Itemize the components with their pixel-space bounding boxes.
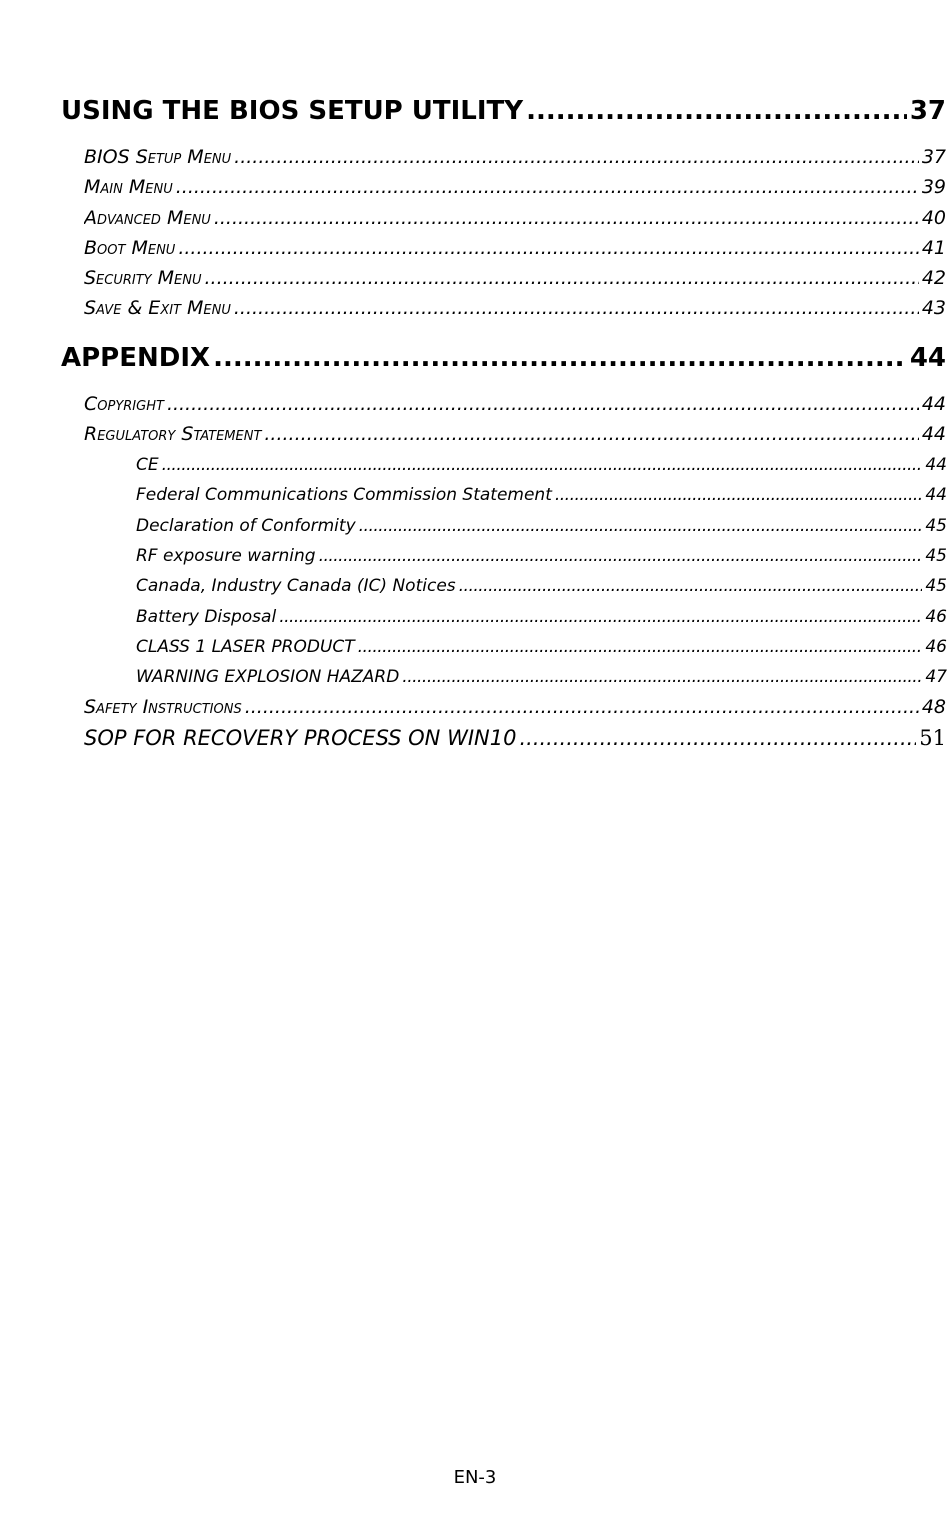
dot-leader — [402, 667, 922, 687]
toc-entry-page: 40 — [921, 207, 946, 229]
toc-entry-page: 44 — [925, 485, 947, 505]
page-number-footer: EN-3 — [453, 1467, 497, 1488]
toc-entry-title: Security Menu — [84, 267, 202, 289]
dot-leader — [213, 343, 907, 373]
toc-entry-title: Boot Menu — [84, 237, 176, 259]
toc-entry-sop-recovery-process[interactable] — [84, 726, 946, 750]
toc-entry-page: 41 — [921, 237, 946, 259]
toc-entry-security-menu[interactable] — [84, 267, 946, 289]
toc-entry-save-exit-menu[interactable] — [84, 297, 946, 319]
toc-subentry-fcc-statement[interactable] — [136, 485, 947, 505]
toc-entry-title: Canada, Industry Canada (IC) Notices — [136, 576, 456, 596]
dot-leader — [205, 267, 919, 289]
toc-entry-title: SOP FOR RECOVERY PROCESS ON WIN10 — [84, 726, 517, 750]
toc-entry-page: 45 — [925, 516, 947, 536]
toc-entry-page: 44 — [909, 343, 946, 373]
toc-entry-title: CE — [136, 455, 159, 475]
dot-leader — [234, 146, 919, 168]
toc-entry-page: 39 — [921, 176, 946, 198]
toc-subentry-ce[interactable] — [136, 455, 947, 475]
toc-subentry-class-1-laser-product[interactable] — [136, 637, 947, 657]
toc-entry-page: 45 — [925, 546, 947, 566]
toc-entry-title: Copyright — [84, 393, 164, 415]
dot-leader — [176, 176, 919, 198]
toc-entry-title: Main Menu — [84, 176, 173, 198]
toc-chapter-bios-setup-utility[interactable] — [61, 96, 946, 126]
dot-leader — [245, 696, 919, 718]
toc-entry-title: RF exposure warning — [136, 546, 316, 566]
toc-entry-page: 46 — [925, 637, 947, 657]
toc-entry-page: 43 — [921, 297, 946, 319]
toc-chapter-appendix[interactable] — [61, 343, 946, 373]
toc-subentry-declaration-of-conformity[interactable] — [136, 516, 947, 536]
toc-subentry-battery-disposal[interactable] — [136, 607, 947, 627]
toc-entry-bios-setup-menu[interactable] — [84, 146, 946, 168]
toc-subentry-warning-explosion-hazard[interactable] — [136, 667, 947, 687]
toc-entry-page: 51 — [919, 726, 946, 750]
toc-entry-advanced-menu[interactable] — [84, 207, 946, 229]
toc-entry-title: WARNING EXPLOSION HAZARD — [136, 667, 400, 687]
toc-entry-page: 37 — [921, 146, 946, 168]
dot-leader — [162, 455, 923, 475]
toc-entry-title: CLASS 1 LASER PRODUCT — [136, 637, 355, 657]
dot-leader — [519, 726, 916, 750]
dot-leader — [459, 576, 923, 596]
toc-entry-safety-instructions[interactable] — [84, 696, 946, 718]
dot-leader — [279, 607, 922, 627]
dot-leader — [319, 546, 923, 566]
toc-entry-title: Declaration of Conformity — [136, 516, 356, 536]
toc-entry-page: 37 — [909, 96, 946, 126]
toc-entry-title: Battery Disposal — [136, 607, 277, 627]
dot-leader — [178, 237, 918, 259]
toc-subentry-canada-ic-notices[interactable] — [136, 576, 947, 596]
dot-leader — [214, 207, 919, 229]
toc-entry-page: 42 — [921, 267, 946, 289]
toc-entry-page: 44 — [925, 455, 947, 475]
toc-entry-regulatory-statement[interactable] — [84, 423, 946, 445]
dot-leader — [359, 516, 923, 536]
toc-entry-page: 47 — [925, 667, 947, 687]
dot-leader — [358, 637, 923, 657]
toc-entry-title: Advanced Menu — [84, 207, 211, 229]
toc-entry-title: USING THE BIOS SETUP UTILITY — [61, 96, 524, 126]
toc-entry-main-menu[interactable] — [84, 176, 946, 198]
toc-entry-page: 44 — [921, 393, 946, 415]
toc-entry-page: 48 — [921, 696, 946, 718]
toc-entry-page: 44 — [921, 423, 946, 445]
toc-entry-title: APPENDIX — [61, 343, 211, 373]
toc-entry-title: BIOS Setup Menu — [84, 146, 232, 168]
toc-entry-title: Federal Communications Commission Statement — [136, 485, 552, 505]
dot-leader — [264, 423, 918, 445]
toc-entry-title: Safety Instructions — [84, 696, 242, 718]
toc-entry-copyright[interactable] — [84, 393, 946, 415]
toc-entry-title: Regulatory Statement — [84, 423, 262, 445]
toc-entry-page: 46 — [925, 607, 947, 627]
dot-leader — [526, 96, 907, 126]
toc-entry-title: Save & Exit Menu — [84, 297, 231, 319]
toc-entry-page: 45 — [925, 576, 947, 596]
dot-leader — [555, 485, 922, 505]
toc-subentry-rf-exposure-warning[interactable] — [136, 546, 947, 566]
dot-leader — [234, 297, 919, 319]
toc-entry-boot-menu[interactable] — [84, 237, 946, 259]
dot-leader — [167, 393, 919, 415]
